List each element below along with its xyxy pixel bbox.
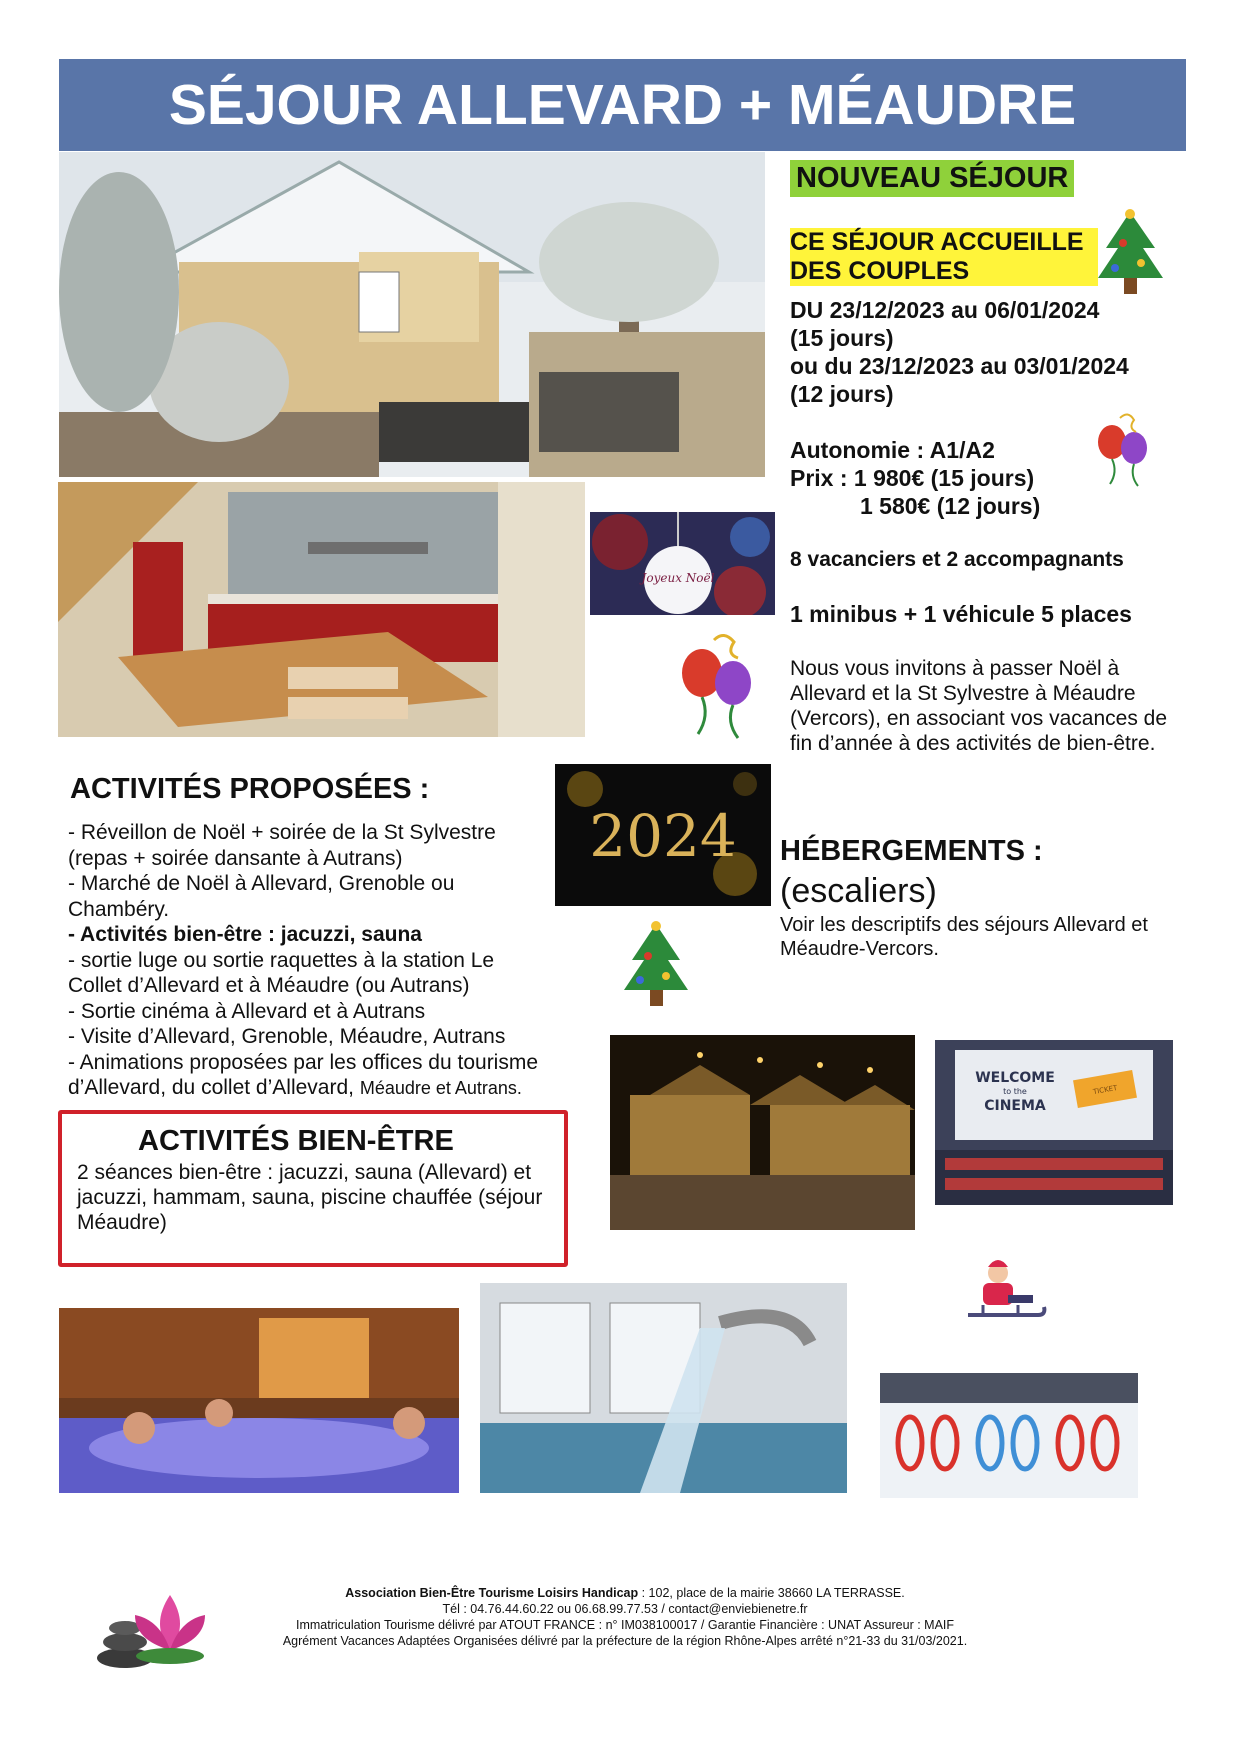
dates-line-4: (12 jours)	[790, 381, 894, 407]
couples-badge	[790, 228, 1098, 286]
jacuzzi-photo	[59, 1308, 459, 1493]
details-block	[790, 436, 1040, 520]
activity-line: Collet d’Allevard et à Méaudre (ou Autrans)	[68, 974, 470, 997]
snowshoes-photo	[880, 1373, 1138, 1498]
footer-org	[225, 1585, 1025, 1601]
new-year-2024-image	[555, 764, 771, 906]
activity-line: - Visite d’Allevard, Grenoble, Méaudre, Autrans	[68, 1025, 506, 1048]
cinema-welcome-text: WELCOME	[975, 1070, 1055, 1086]
activity-last-part-a: d’Allevard, du collet d’Allevard,	[68, 1076, 360, 1099]
cinema-cinema-text: CINEMA	[984, 1098, 1046, 1114]
accommodation-text: Voir les descriptifs des séjours Allevard et Méaudre-Vercors.	[780, 914, 1148, 960]
participants-text: 8 vacanciers et 2 accompagnants	[790, 548, 1124, 571]
cinema-ticket-text: TICKET	[1092, 1083, 1118, 1097]
wellness-text: 2 séances bien-être : jacuzzi, sauna (Allevard) et jacuzzi, hammam, sauna, piscine chauffée (séjour Méaudre)	[77, 1161, 543, 1234]
kitchen-photo	[58, 482, 585, 737]
accommodation-heading: HÉBERGEMENTS :	[780, 835, 1043, 867]
activity-line: (repas + soirée dansante à Autrans)	[68, 846, 403, 870]
activity-line: - Sortie cinéma à Allevard et à Autrans	[68, 999, 426, 1023]
balloons-clipart-small	[1090, 410, 1160, 490]
activity-line: Chambéry.	[68, 897, 170, 921]
activities-heading: ACTIVITÉS PROPOSÉES :	[70, 773, 430, 805]
price-15-text: Prix : 1 980€ (15 jours)	[790, 465, 1035, 491]
footer-contact: Tél : 04.76.44.60.22 ou 06.68.99.77.53 / contact@enviebienetre.fr	[442, 1602, 808, 1616]
couples-badge-line1: CE SÉJOUR ACCUEILLE	[790, 228, 1084, 256]
sledding-clipart	[958, 1255, 1048, 1335]
footer-registration: Immatriculation Tourisme délivré par ATOUT FRANCE : n° IM038100017 / Garantie Financière : UNAT Assureur : MAIF	[295, 1618, 955, 1632]
intro-paragraph: Nous vous invitons à passer Noël à Allevard et la St Sylvestre à Méaudre (Vercors), en associant vos vacances de fin d’année à des activités de bien-être.	[790, 657, 1168, 755]
couples-badge-line2: DES COUPLES	[790, 257, 970, 285]
ornament-text: Joyeux Noël	[641, 571, 715, 585]
footer	[225, 1585, 1025, 1649]
dates-block	[790, 296, 1129, 408]
accommodation-stairs-note: (escaliers)	[780, 872, 937, 910]
cinema-image	[935, 1040, 1173, 1205]
christmas-market-photo	[610, 1035, 915, 1230]
cinema-to-the-text: to the	[1003, 1087, 1027, 1096]
christmas-ornament-photo	[590, 512, 775, 615]
chalet-photo	[59, 152, 765, 477]
pool-photo	[480, 1283, 847, 1493]
activity-line-last	[68, 1075, 573, 1102]
new-stay-badge: NOUVEAU SÉJOUR	[790, 160, 1074, 197]
activity-line-wellness: - Activités bien-être : jacuzzi, sauna	[68, 923, 422, 946]
autonomy-text: Autonomie : A1/A2	[790, 437, 995, 463]
dates-line-2: (15 jours)	[790, 325, 894, 351]
activity-last-part-b: Méaudre et Autrans.	[359, 1078, 522, 1098]
christmas-tree-icon-top	[1093, 208, 1168, 306]
footer-org-name: Association Bien-Être Tourisme Loisirs Handicap	[345, 1586, 639, 1600]
page-title: SÉJOUR ALLEVARD + MÉAUDRE	[59, 59, 1186, 151]
vehicles-text: 1 minibus + 1 véhicule 5 places	[790, 601, 1132, 627]
footer-org-address: : 102, place de la mairie 38660 LA TERRASSE.	[638, 1586, 905, 1600]
year-text: 2024	[589, 802, 737, 870]
activity-line: - Réveillon de Noël + soirée de la St Sylvestre	[68, 821, 496, 844]
dates-line-3: ou du 23/12/2023 au 03/01/2024	[790, 353, 1129, 379]
balloons-clipart-large	[670, 628, 770, 743]
footer-agreement: Agrément Vacances Adaptées Organisées délivré par la préfecture de la région Rhône-Alpes arrêté n°21-33 du 31/03/2021.	[282, 1634, 968, 1648]
wellness-heading: ACTIVITÉS BIEN-ÊTRE	[138, 1125, 454, 1157]
association-logo	[95, 1580, 215, 1680]
christmas-tree-icon-middle	[620, 920, 692, 1015]
price-12-text: 1 580€ (12 jours)	[860, 493, 1041, 519]
activities-list	[68, 820, 573, 1102]
activity-line: - sortie luge ou sortie raquettes à la station Le	[68, 948, 495, 972]
activity-line: - Marché de Noël à Allevard, Grenoble ou	[68, 872, 455, 895]
activity-line: - Animations proposées par les offices du tourisme	[68, 1050, 539, 1074]
dates-line-1: DU 23/12/2023 au 06/01/2024	[790, 297, 1100, 323]
